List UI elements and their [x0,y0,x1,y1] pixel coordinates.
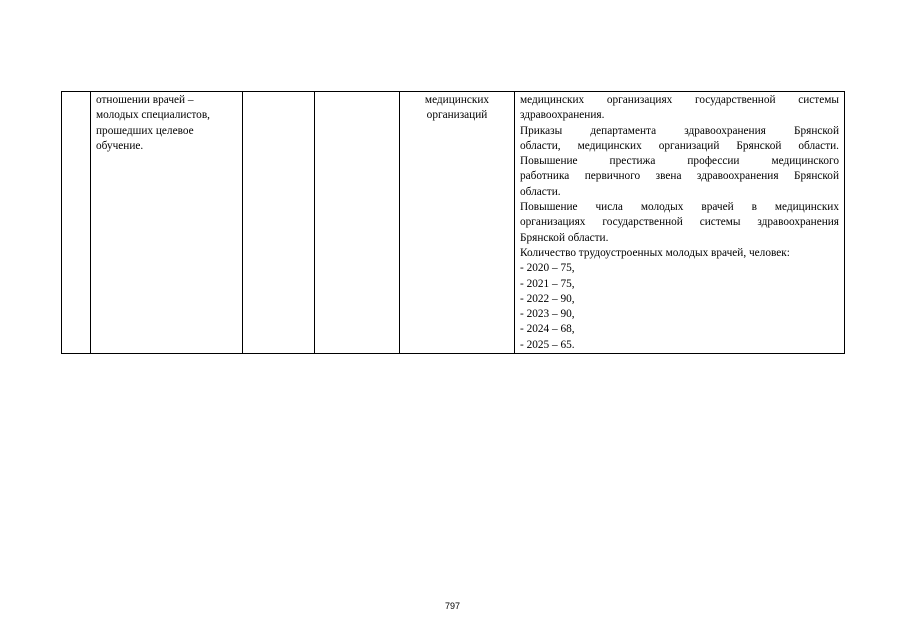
cell-text-line: молодых специалистов, [96,109,210,122]
list-item: - 2024 – 68, [520,323,575,336]
cell-text-line: организаций [426,109,488,122]
cell-text-line: здравоохранения. [520,109,605,122]
table-cell-number [62,92,91,354]
cell-text-line: прошедших целевое [96,124,194,137]
cell-text-line: Брянской области. [520,231,609,244]
table-cell-executor [400,92,515,354]
list-item: - 2021 – 75, [520,277,575,290]
cell-text-line: области. [520,185,561,198]
table-cell-empty [315,92,400,354]
list-item: - 2020 – 75, [520,262,575,275]
cell-text-line: области, медицинских организаций Брянской области. [520,139,839,152]
cell-text-line: Повышение числа молодых врачей в медицинских [520,201,839,214]
cell-text-line: отношении врачей – [96,94,194,106]
list-item: - 2025 – 65. [520,338,575,351]
table-row [62,92,845,354]
cell-text-line: организациях государственной системы здравоохранения [520,216,839,229]
document-table [61,91,845,354]
page-number: 797 [444,601,461,611]
cell-text-line: медицинских организациях государственной системы [520,94,839,106]
cell-text-line: Повышение престижа профессии медицинского [520,155,839,168]
cell-text-line: обучение. [96,139,144,152]
list-item: - 2023 – 90, [520,308,575,321]
cell-text-line: Приказы департамента здравоохранения Брянской [520,124,839,137]
cell-text-line: работника первичного звена здравоохранения Брянской [520,170,839,183]
cell-text-line: Количество трудоустроенных молодых врачей, человек: [520,246,790,259]
cell-text-line: медицинских [424,94,490,106]
table-cell-result [515,92,845,354]
list-item: - 2022 – 90, [520,292,575,305]
table-cell-empty [243,92,315,354]
table-cell-description [91,92,243,354]
